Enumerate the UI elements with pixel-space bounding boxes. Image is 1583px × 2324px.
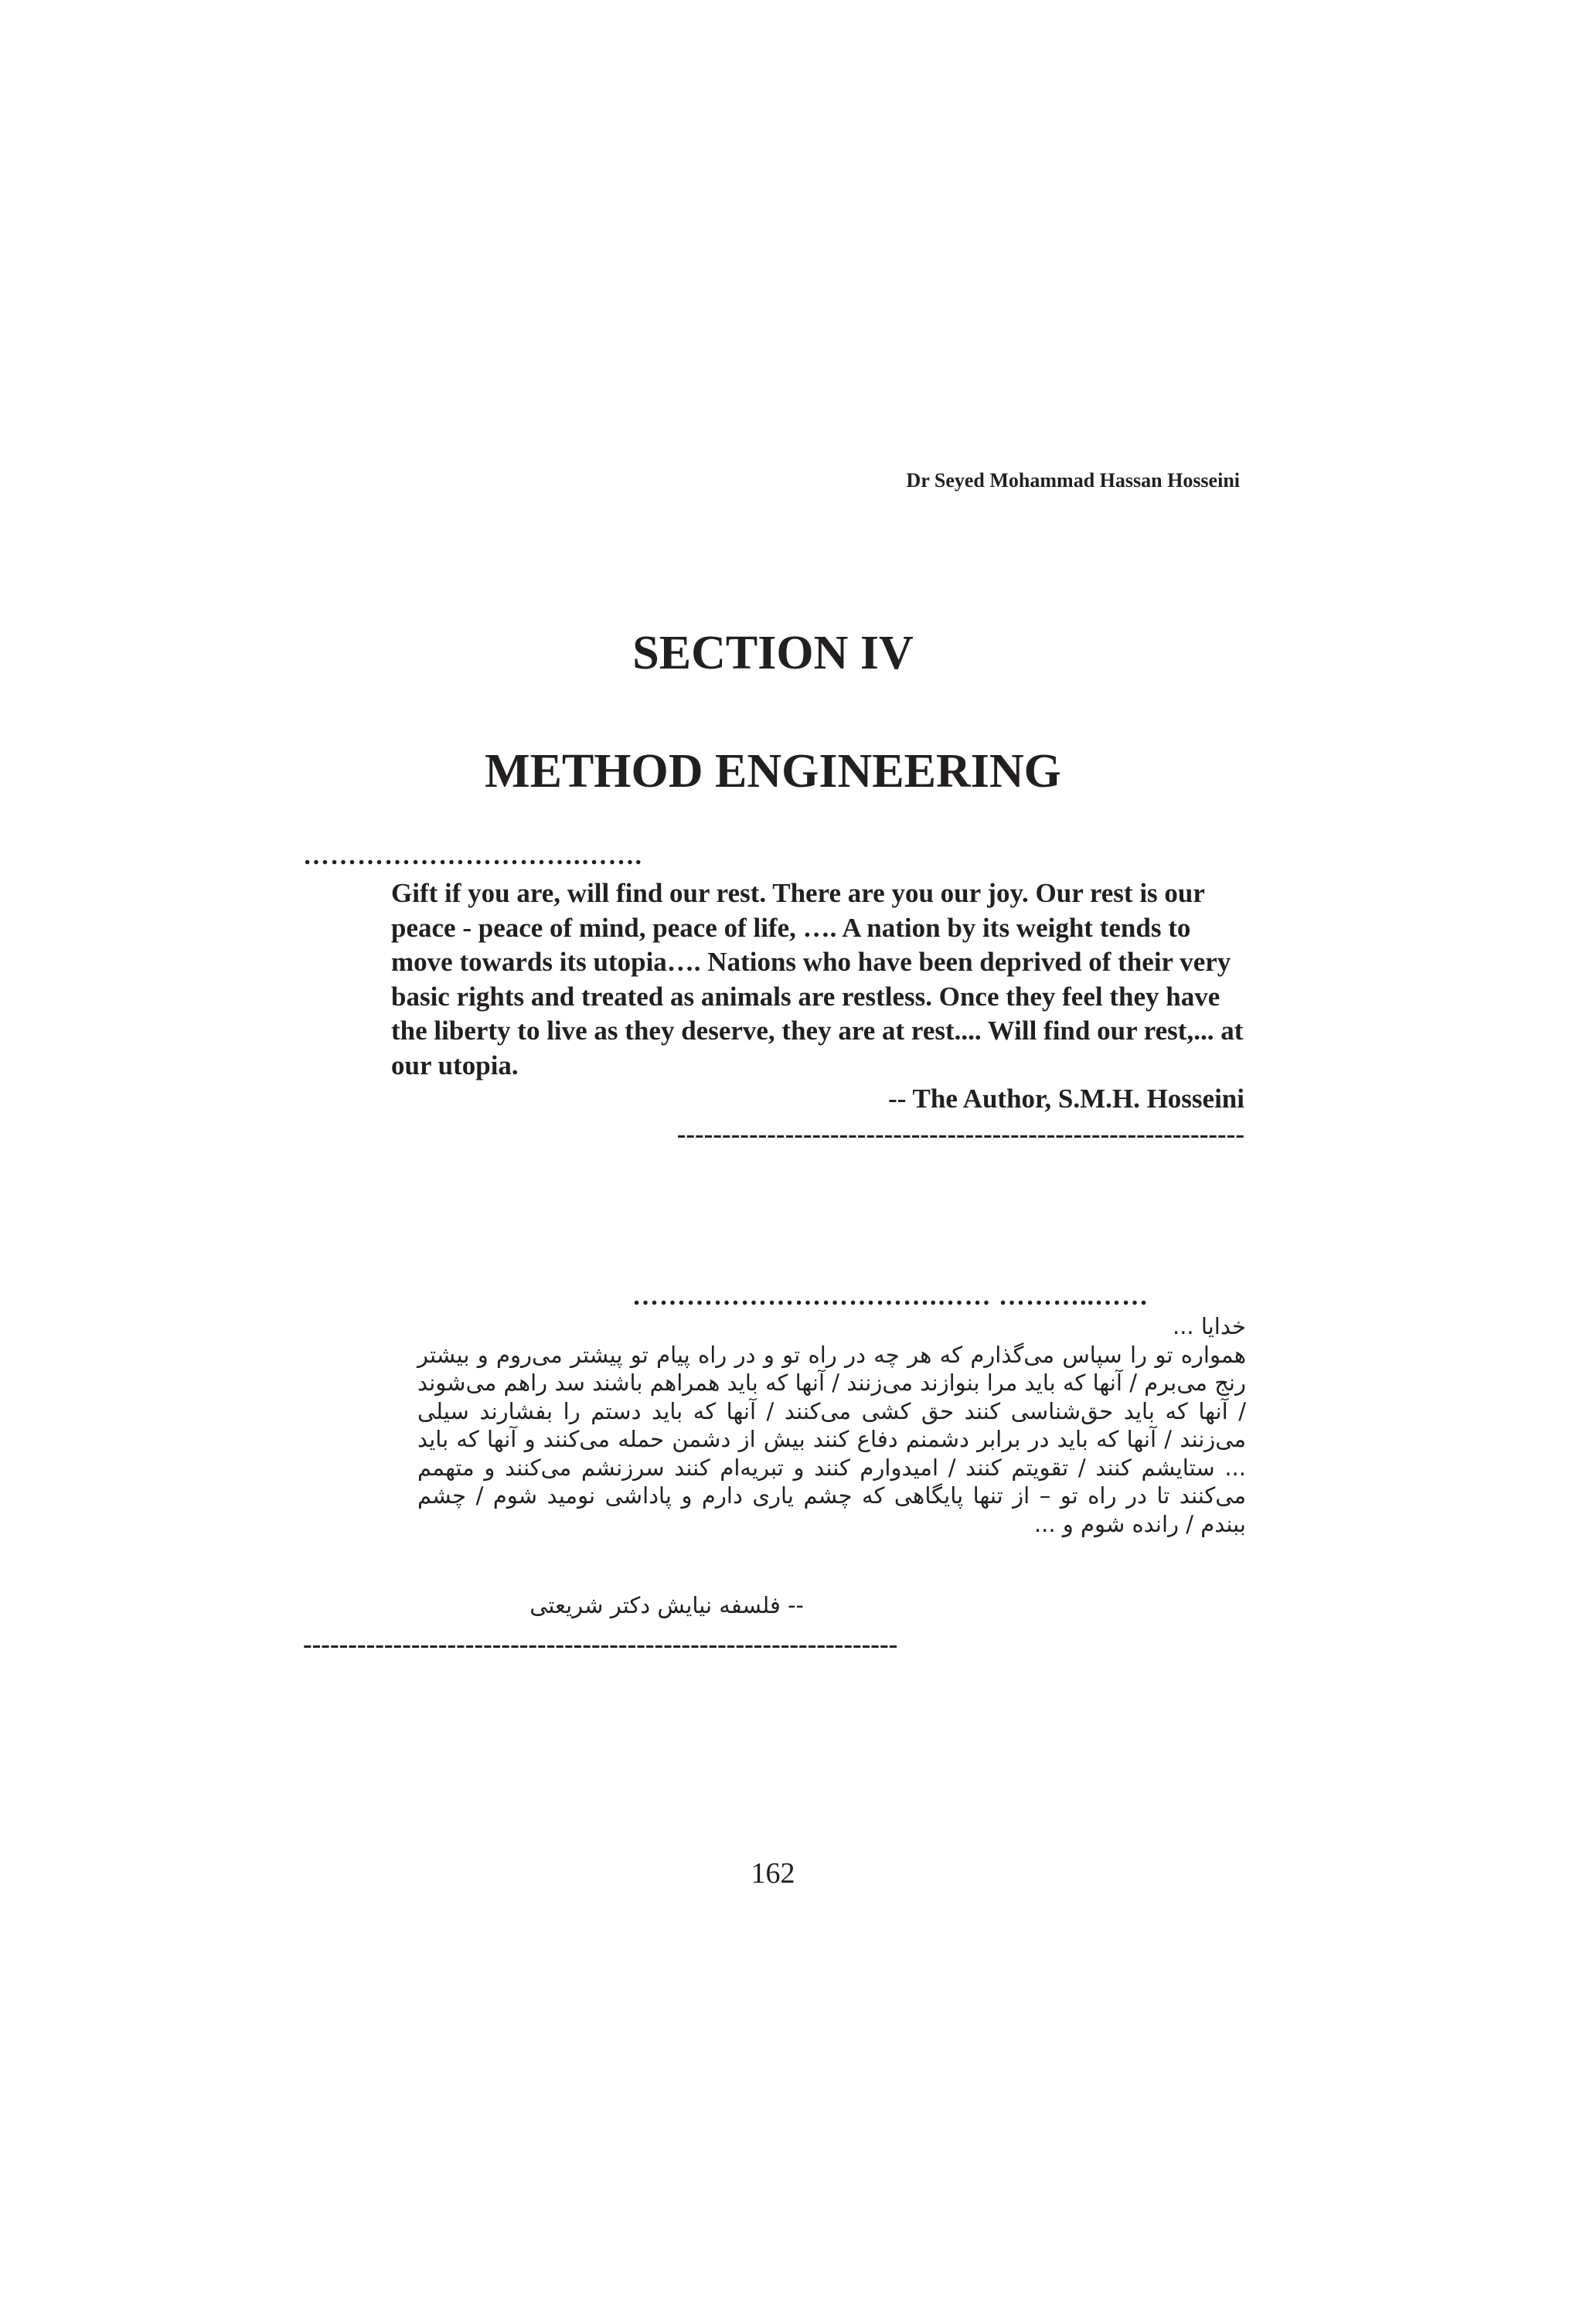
chapter-title: METHOD ENGINEERING: [485, 745, 1061, 798]
english-epigraph-attribution: -- The Author, S.M.H. Hosseini: [888, 1084, 1244, 1114]
persian-epigraph-text: همواره تو را سپاس می‌گذارم که هر چه در راه تو و در راه پیام تو پیشتر می‌روم و بیشتر رنج می‌برم / آنها که باید مرا بنوازند می‌زنند / آنها که باید همراهم باشند سد راهم می‌شوند / آنها که باید حق‌شناسی کنند حق کشی می‌کنند / آنها که باید دستم را بفشارند سیلی می‌زنند / آنها که باید در برابر دشمنم دفاع کنند بیش از دشمن حمله می‌کنند و آنها که باید ... ستایشم کنند / تقویتم کنند / امیدوارم کنند و تبریه‌ام کنند سرزنشم می‌کنند و متهمم می‌کنند تا در راه تو – از تنها پایگاهی که چشم یاری دارم و پاداشی نومید شوم / چشم ببندم / رانده شوم و ...: [417, 1341, 1246, 1537]
section-title: SECTION IV: [632, 627, 914, 679]
english-epigraph: [391, 876, 1257, 1083]
english-quote-leading-dots: ………………………….…….: [303, 842, 642, 870]
english-epigraph-divider: ---------------------------------------------------------------: [676, 1119, 1244, 1149]
page-number: 162: [751, 1857, 795, 1890]
persian-epigraph-divider: ------------------------------------------------------------------: [303, 1629, 898, 1659]
english-epigraph-text: Gift if you are, will find our rest. There are you our joy. Our rest is our peace - peace of mind, peace of life, …. A nation by its weight tends to move towards its utopia…. Nations who have been deprived of their very basic rights and treated as animals are restless. Once they feel they have the liberty to live as they deserve, they are at rest.... Will find our rest,... at our utopia.: [391, 878, 1244, 1080]
persian-epigraph-opening: خدایا ...: [1173, 1313, 1246, 1339]
persian-epigraph-attribution: -- فلسفه نیایش دکتر شریعتی: [529, 1592, 804, 1618]
running-header-author: Dr Seyed Mohammad Hassan Hosseini: [906, 469, 1240, 492]
persian-quote-leading-dots: …………………………….…… ………..……: [632, 1282, 1149, 1311]
persian-epigraph: [417, 1312, 1246, 1538]
